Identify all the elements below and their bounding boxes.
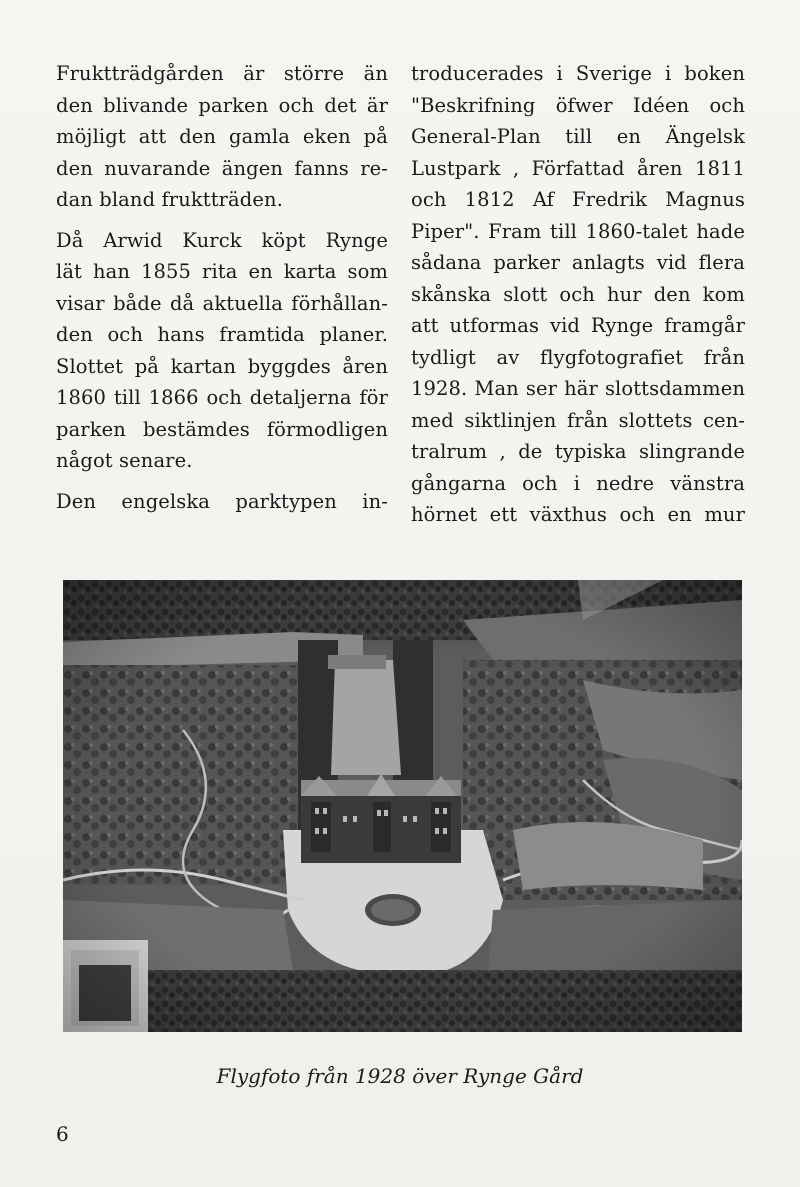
text-line: hörnet ett växthus och en mur (411, 503, 745, 526)
text-line: att utformas vid Rynge framgår (411, 314, 745, 337)
text-line: lät han 1855 rita en karta som (56, 260, 388, 283)
text-line: troducerades i Sverige i boken (411, 62, 745, 85)
page-number: 6 (56, 1122, 69, 1146)
text-line: möjligt att den gamla eken på (56, 125, 388, 148)
text-line: tydligt av flygfotografiet från (411, 345, 745, 369)
text-line: och 1812 Af Fredrik Magnus (411, 188, 745, 211)
text-line: 1928. Man ser här slottsdammen (411, 377, 745, 400)
paragraph-gap (56, 216, 388, 225)
text-line: "Beskrifning öfwer Idéen och (411, 93, 745, 117)
text-line: något senare. (56, 449, 193, 472)
text-line: dan bland fruktträden. (56, 188, 283, 211)
text-line: parken bestämdes förmodligen (56, 417, 388, 441)
text-line: den nuvarande ängen fanns re- (56, 156, 388, 180)
aerial-photograph (63, 580, 742, 1032)
text-line: med siktlinjen från slottets cen- (411, 408, 745, 432)
text-line: Slottet på kartan byggdes åren (56, 354, 388, 378)
text-line: den blivande parken och det är (56, 93, 388, 117)
text-line: Fruktträdgården är större än (56, 62, 388, 85)
left-text-column (56, 58, 388, 517)
text-line: General-Plan till en Ängelsk (411, 125, 745, 148)
text-line: Piper". Fram till 1860-talet hade (411, 219, 745, 243)
text-line: 1860 till 1866 och detaljerna för (56, 386, 388, 409)
text-line: sådana parker anlagts vid flera (411, 251, 745, 274)
text-line: Den engelska parktypen in- (56, 489, 388, 513)
text-line: gångarna och i nedre vänstra (411, 471, 745, 495)
figure-caption: Flygfoto från 1928 över Rynge Gård (216, 1064, 584, 1088)
text-line: tralrum , de typiska slingrande (411, 440, 745, 463)
text-line: visar både då aktuella förhållan- (56, 291, 388, 315)
text-line: Då Arwid Kurck köpt Rynge (56, 228, 388, 252)
text-line: den och hans framtida planer. (56, 323, 388, 346)
text-line: Lustpark , Författad åren 1811 (411, 156, 745, 180)
paragraph-gap (56, 477, 388, 486)
right-text-column (411, 58, 745, 531)
text-line: skånska slott och hur den kom (411, 282, 745, 306)
